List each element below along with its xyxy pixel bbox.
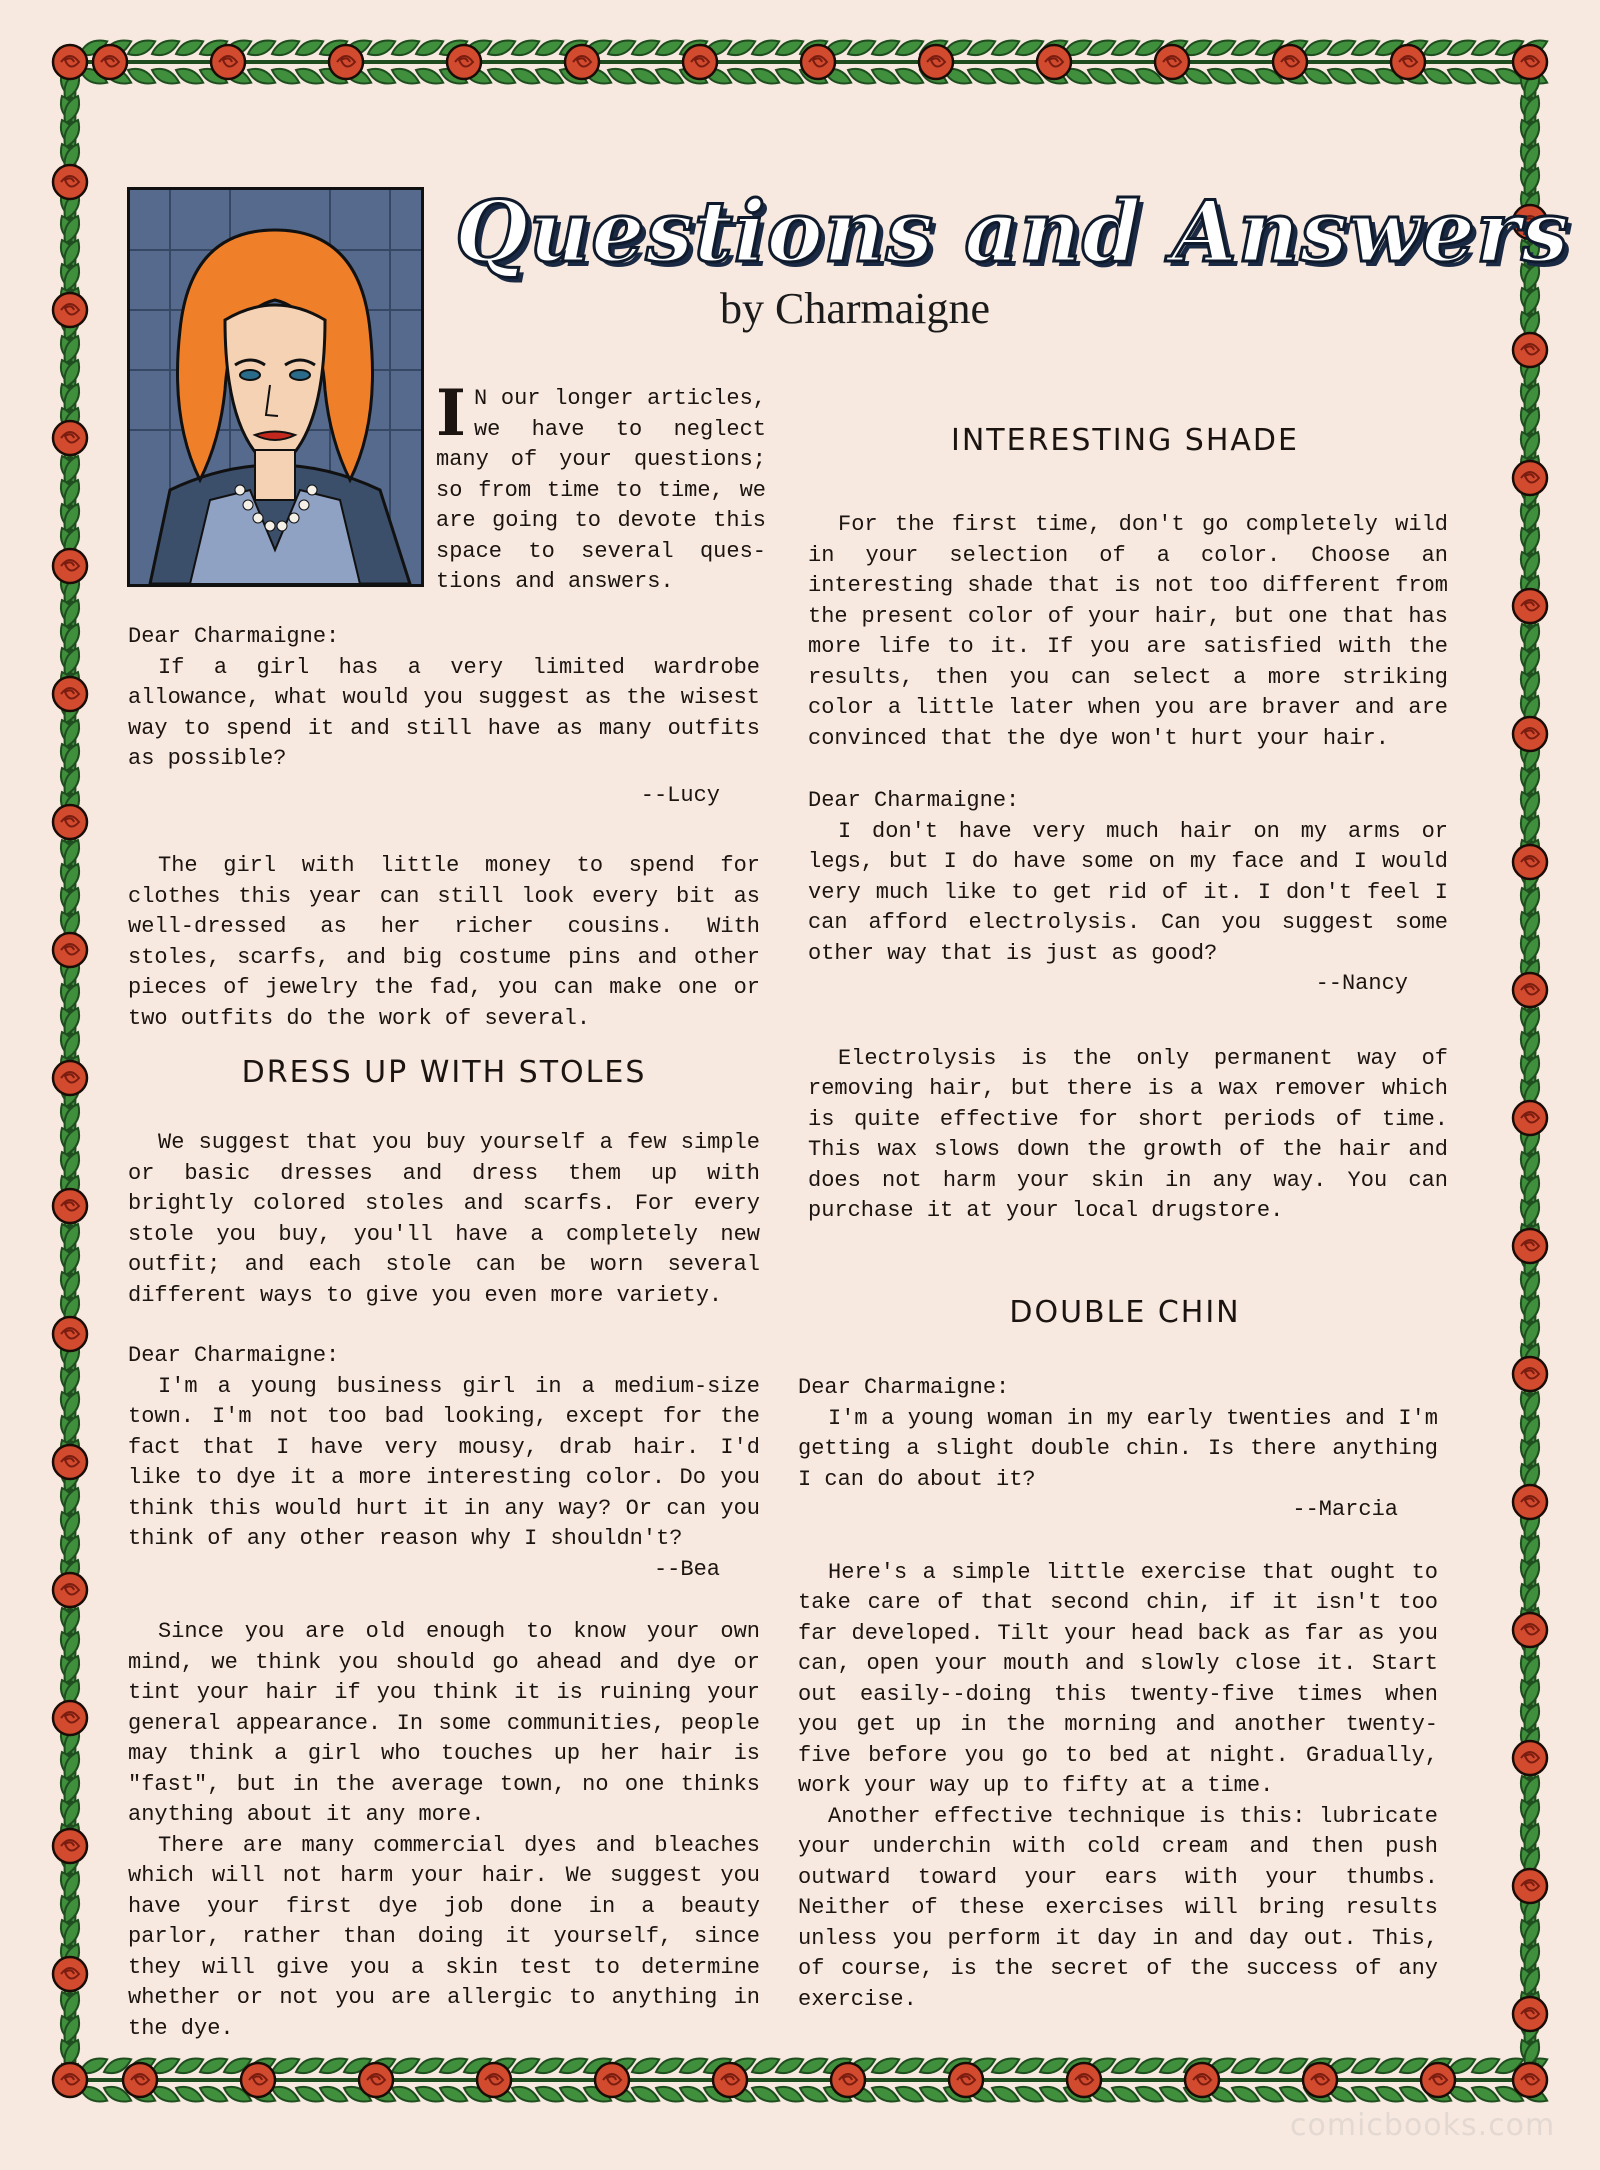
section-body: We suggest that you buy yourself a few simple or basic dresses and dress them up with brightly colored stoles and scarfs. For every stole you buy, you'll have a completely new outfit; and each stole can be worn several different ways to give you even more variety. xyxy=(128,1130,760,1308)
letter-signature: --Nancy xyxy=(1315,971,1408,996)
intro-line: N our longer articles, xyxy=(473,386,766,411)
answer-text: Another effective technique is this: lubricate your underchin with cold cream and then push outward toward your ears with your thumbs. Neither of these exercises will bring results unless you perform it day in and day out. This, of course, is the secret of the success of any exercise. xyxy=(798,1803,1438,2012)
left-column-lower xyxy=(128,1128,760,2044)
letter-signature: --Marcia xyxy=(1292,1497,1398,1522)
drop-cap: I xyxy=(436,376,466,451)
intro-line: are going to devote this xyxy=(436,508,766,533)
author-portrait xyxy=(127,187,424,587)
section-heading: DRESS UP WITH STOLES xyxy=(241,1055,647,1090)
letter-body: I'm a young business girl in a medium-size town. I'm not too bad looking, except for the fact that I have very mousy, drab hair. I'd like to dye it a more interesting color. Do you think this would hurt it in any way? Or can you think of any other reason why I shouldn't? xyxy=(128,1373,760,1551)
letter-signature: --Lucy xyxy=(640,782,720,808)
right-column-lower xyxy=(798,1373,1438,2015)
answer-text: The girl with little money to spend for clothes this year can still look every bit as well-dressed as her richer cousins. With stoles, scarfs, and big costume pins and other pieces of jewelry the fad, you can make one or two outfits do the work of several. xyxy=(128,853,760,1031)
answer-text: Here's a simple little exercise that ought to take care of that second chin, if it isn't too far developed. Tilt your head back as far as you can, open your mouth and slowly close it. Start out easily--doing this twenty-five times when you get up in the morning and another twenty-five before you go to bed at night. Gradually, work your way up to fifty at a time. xyxy=(798,1559,1438,1798)
answer-text: Since you are old enough to know your own mind, we think you should go ahead and dye or tint your hair if you think it is ruining your general appearance. In some communities, people may think a girl who touches up her hair is "fast", but in the average town, no one thinks anything about it any more. xyxy=(128,1619,760,1827)
intro-paragraph xyxy=(436,376,766,598)
watermark: comicbooks.com xyxy=(1290,2108,1556,2143)
left-column xyxy=(128,622,760,1034)
letter-salutation: Dear Charmaigne: xyxy=(798,1375,1010,1400)
intro-line: space to several ques- xyxy=(436,538,766,564)
intro-line: many of your questions; xyxy=(436,447,766,472)
right-column xyxy=(808,510,1448,1227)
section-heading: INTERESTING SHADE xyxy=(951,423,1299,458)
answer-text: There are many commercial dyes and bleaches which will not harm your hair. We suggest you have your first dye job done in a beauty parlor, rather than doing it yourself, since they will give you a skin test to determine whether or not you are allergic to anything in the dye. xyxy=(128,1832,760,2041)
letter-salutation: Dear Charmaigne: xyxy=(128,1343,340,1368)
letter-salutation: Dear Charmaigne: xyxy=(128,624,340,649)
letter-body: I don't have very much hair on my arms or legs, but I do have some on my face and I would very much like to get rid of it. I don't feel I can afford electrolysis. Can you suggest some other way that is just as good? xyxy=(808,818,1448,966)
section-body: For the first time, don't go completely wild in your selection of a color. Choose an interesting shade that is not too different from the present color of your hair, but one that has more life to it. If you are satisfied with the results, then you can select a more striking color a little later when you are braver and are convinced that the dye won't hurt your hair. xyxy=(808,512,1448,751)
section-heading: DOUBLE CHIN xyxy=(1009,1295,1241,1330)
page-title: Questions and Answers xyxy=(455,182,1570,281)
letter-body: I'm a young woman in my early twenties and I'm getting a slight double chin. Is there anything I can do about it? xyxy=(798,1405,1438,1492)
woman-portrait-icon xyxy=(130,190,421,584)
byline: by Charmaigne xyxy=(720,284,991,333)
letter-salutation: Dear Charmaigne: xyxy=(808,788,1020,813)
letter-signature: --Bea xyxy=(653,1556,720,1582)
letter-body: If a girl has a very limited wardrobe allowance, what would you suggest as the wisest way to spend it and still have as many outfits as possible? xyxy=(128,654,760,771)
intro-line: tions and answers. xyxy=(436,569,674,594)
intro-line: we have to neglect xyxy=(473,416,766,442)
intro-line: so from time to time, we xyxy=(436,477,766,503)
answer-text: Electrolysis is the only permanent way of removing hair, but there is a wax remover which is quite effective for short periods of time. This wax slows down the growth of the hair and does not harm your skin in any way. You can purchase it at your local drugstore. xyxy=(808,1045,1448,1223)
